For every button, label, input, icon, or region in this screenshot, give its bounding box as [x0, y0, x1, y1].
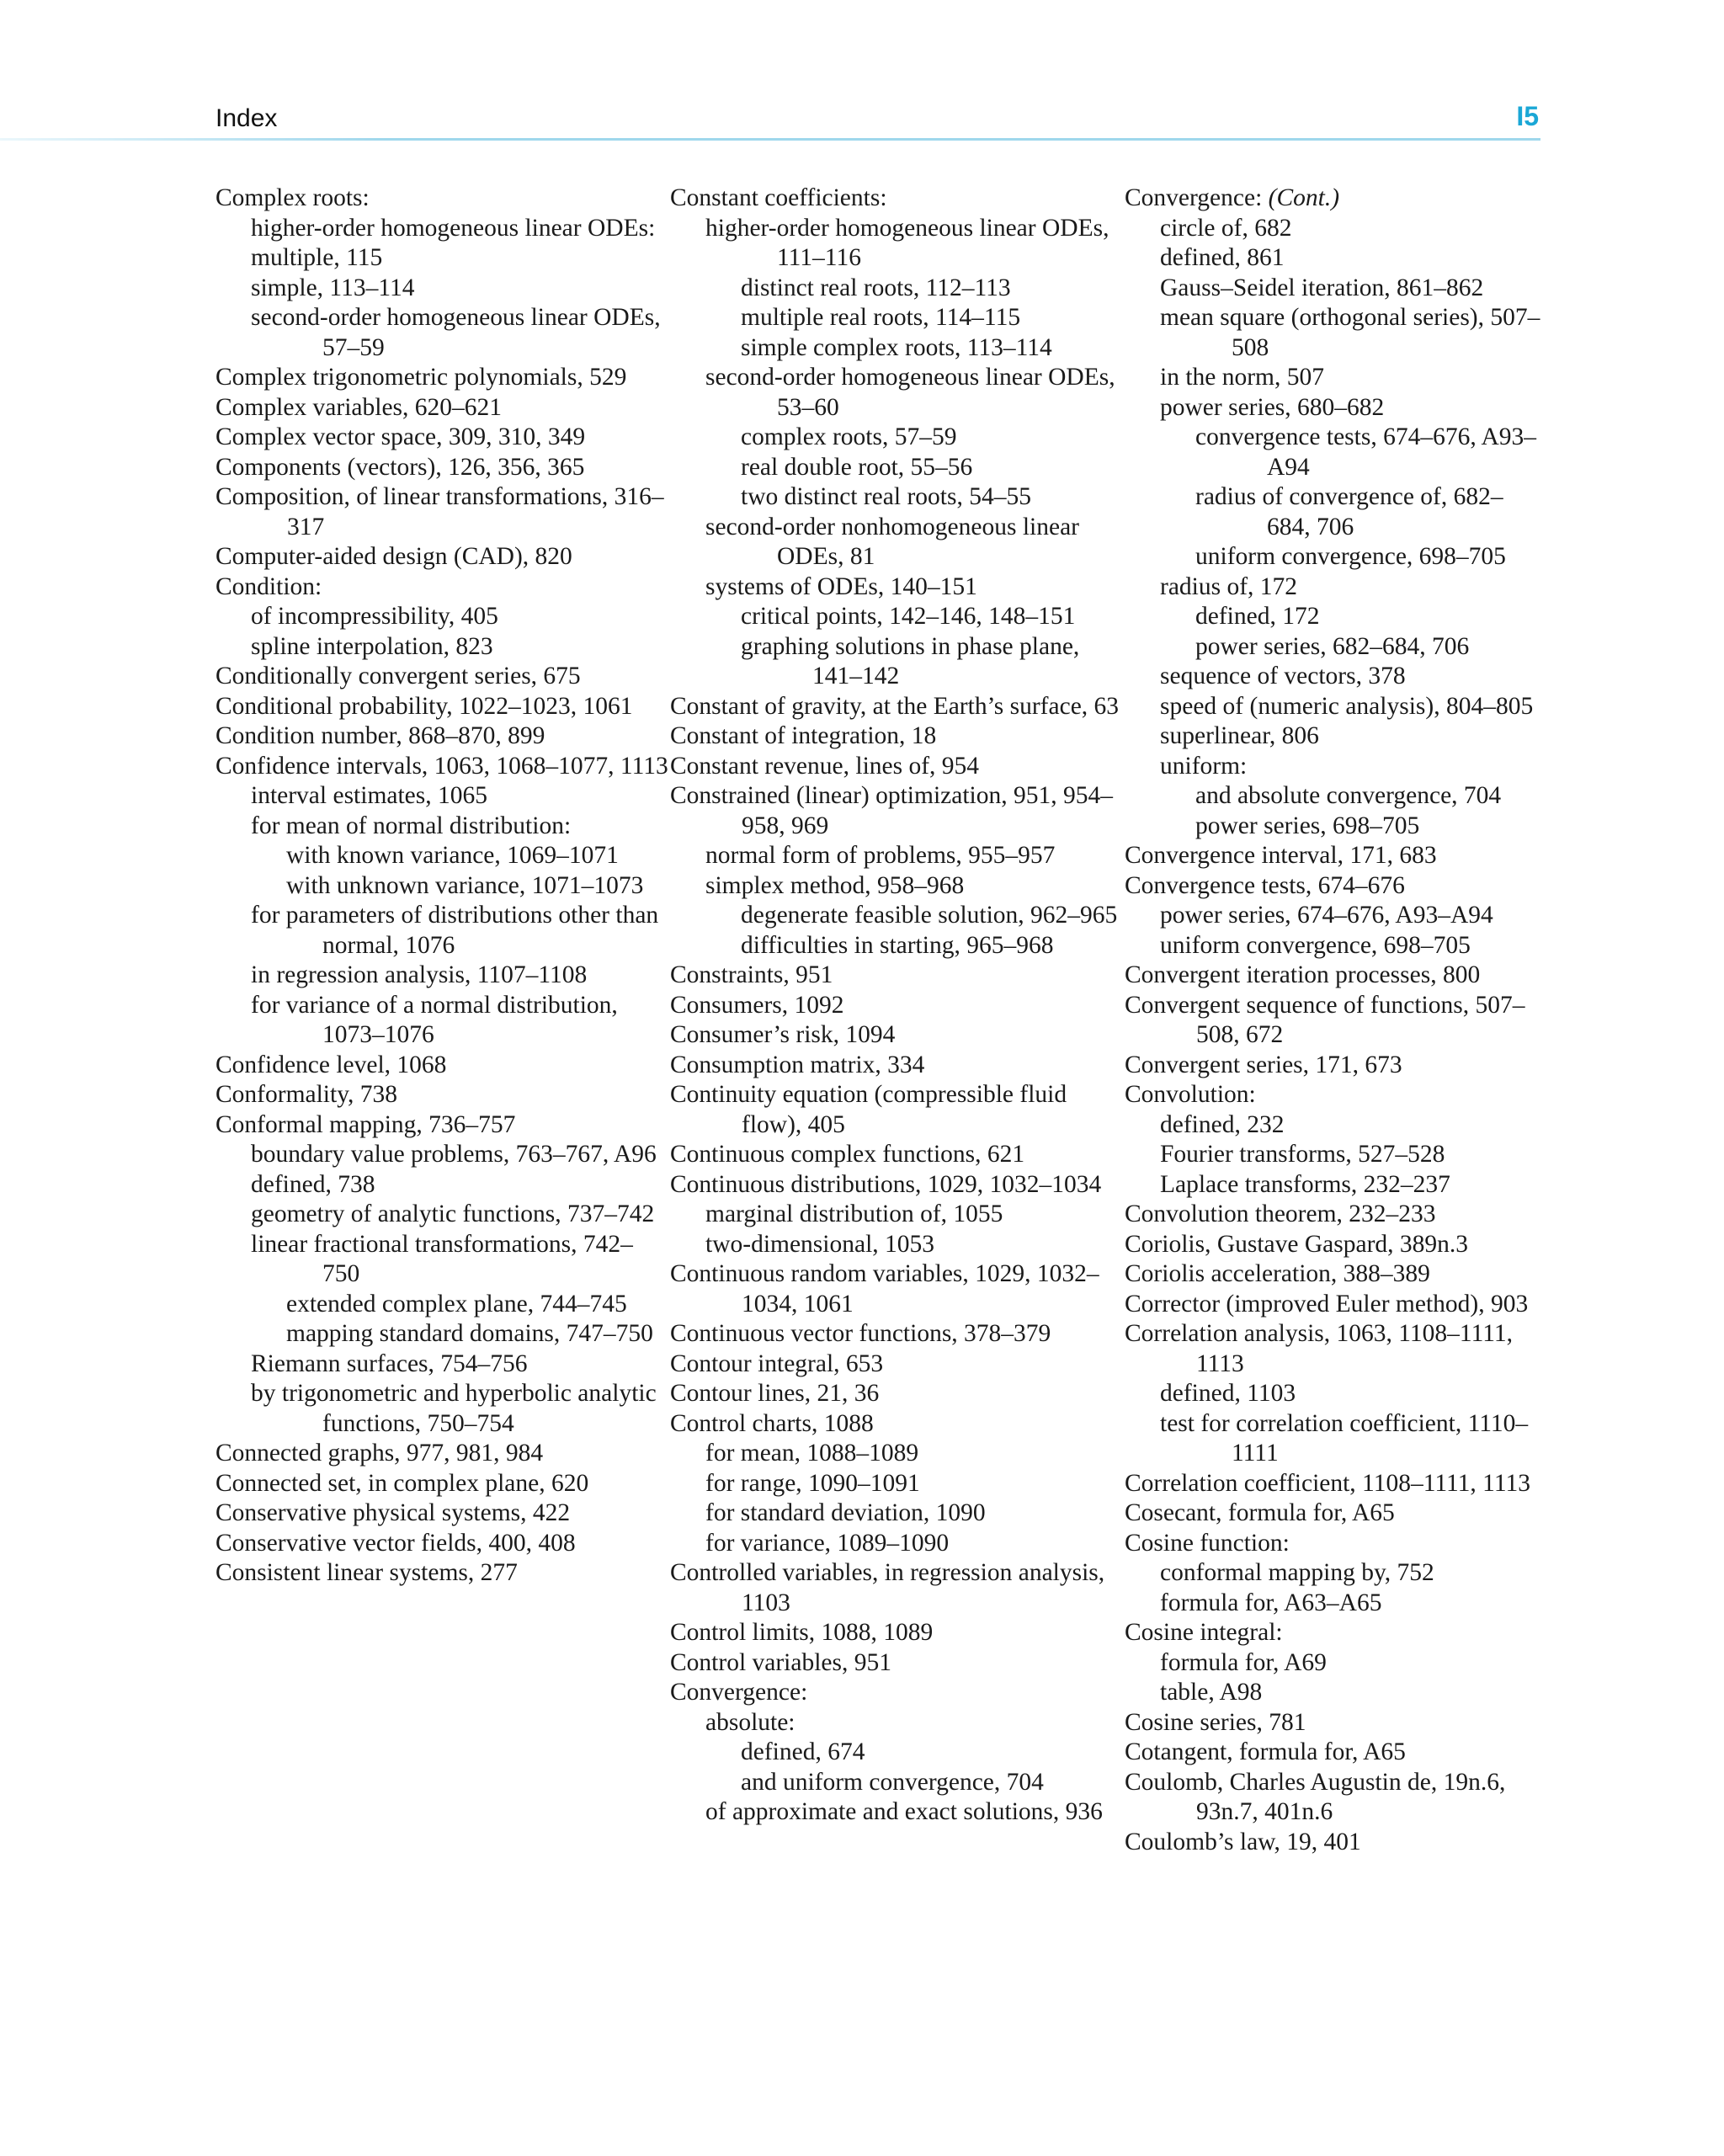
- index-entry-text: for range, 1090–1091: [705, 1469, 920, 1497]
- index-entry-text: Constant revenue, lines of, 954: [670, 752, 980, 780]
- index-entry: [670, 1080, 1125, 1140]
- index-entry-text: defined, 232: [1160, 1110, 1285, 1138]
- index-entry-text: Confidence level, 1068: [216, 1051, 447, 1078]
- index-entry-text: Convergence:: [670, 1679, 808, 1706]
- index-entry-text: speed of (numeric analysis), 804–805: [1160, 692, 1534, 720]
- index-subentry: [670, 303, 1125, 333]
- index-subentry: [216, 1170, 670, 1200]
- index-subentry: [1125, 482, 1546, 542]
- index-subentry: [670, 214, 1125, 274]
- index-entry-text: of incompressibility, 405: [251, 603, 498, 630]
- index-subentry: [216, 1290, 670, 1320]
- index-entry: [670, 692, 1125, 722]
- index-subentry: [670, 1768, 1125, 1798]
- index-entry-text: Consumer’s risk, 1094: [670, 1021, 896, 1048]
- index-entry-text: Constraints, 951: [670, 961, 833, 988]
- index-subentry: [670, 1529, 1125, 1559]
- index-entry: [670, 1051, 1125, 1081]
- index-entry-text: Components (vectors), 126, 356, 365: [216, 453, 585, 481]
- index-subentry: [1125, 1140, 1546, 1170]
- index-subentry: [670, 572, 1125, 603]
- index-entry: [216, 1499, 670, 1529]
- index-entry: [670, 1409, 1125, 1440]
- index-subentry: [216, 1379, 670, 1439]
- index-entry: [1125, 1290, 1546, 1320]
- index-entry-text: and uniform convergence, 704: [741, 1768, 1044, 1796]
- index-entry-text: defined, 674: [741, 1738, 865, 1765]
- index-entry-text: Control charts, 1088: [670, 1409, 874, 1437]
- index-subentry: [1125, 1589, 1546, 1619]
- index-subentry: [1125, 303, 1546, 363]
- index-entry-text: graphing solutions in phase plane, 141–142: [741, 632, 1080, 689]
- index-entry-text: Corrector (improved Euler method), 903: [1125, 1290, 1529, 1318]
- index-subentry: [670, 1439, 1125, 1469]
- index-subentry: [216, 274, 670, 304]
- index-entry-text: defined, 861: [1160, 244, 1285, 271]
- index-column-1: [216, 184, 670, 1589]
- index-entry-text: absolute:: [705, 1708, 795, 1736]
- index-entry-text: real double root, 55–56: [741, 453, 973, 481]
- index-entry: [670, 1379, 1125, 1409]
- index-column-2: [670, 184, 1125, 1828]
- index-entry: [670, 752, 1125, 782]
- index-entry: [1125, 871, 1546, 902]
- index-subentry: [670, 482, 1125, 513]
- index-subentry: [670, 1499, 1125, 1529]
- index-entry: [1125, 1529, 1546, 1559]
- index-entry-text: linear fractional transformations, 742–750: [251, 1230, 633, 1287]
- index-entry-text: simplex method, 958–968: [705, 871, 965, 899]
- index-entry: [1125, 961, 1546, 991]
- index-entry-text: boundary value problems, 763–767, A96: [251, 1141, 657, 1168]
- index-subentry: [1125, 692, 1546, 722]
- index-subentry: [670, 453, 1125, 483]
- index-entry: [1125, 1768, 1546, 1828]
- index-entry-text: mapping standard domains, 747–750: [286, 1320, 653, 1347]
- index-entry-text: Convolution:: [1125, 1081, 1256, 1108]
- index-entry-text: critical points, 142–146, 148–151: [741, 603, 1076, 630]
- index-entry-text: table, A98: [1160, 1679, 1263, 1706]
- index-entry-text: test for correlation coefficient, 1110–1111: [1160, 1409, 1529, 1467]
- index-entry: [216, 363, 670, 393]
- index-entry: [216, 692, 670, 722]
- index-subentry: [1125, 781, 1546, 812]
- index-entry: [216, 1469, 670, 1499]
- index-entry-text: Coulomb, Charles Augustin de, 19n.6, 93n.7, 401n.6: [1125, 1768, 1506, 1825]
- index-subentry: [1125, 721, 1546, 752]
- index-entry-text: formula for, A69: [1160, 1648, 1327, 1676]
- index-entry: [216, 1558, 670, 1589]
- index-entry-text: Conservative vector fields, 400, 408: [216, 1529, 576, 1557]
- index-entry: [670, 1140, 1125, 1170]
- index-entry-text: degenerate feasible solution, 962–965: [741, 902, 1118, 929]
- index-subentry: [216, 1230, 670, 1290]
- index-entry-text: complex roots, 57–59: [741, 423, 957, 450]
- index-entry-text: Consumption matrix, 334: [670, 1051, 925, 1078]
- index-entry-text: Contour integral, 653: [670, 1349, 884, 1377]
- index-entry-text: for standard deviation, 1090: [705, 1499, 986, 1526]
- index-entry-text: extended complex plane, 744–745: [286, 1290, 627, 1318]
- index-entry: [216, 1080, 670, 1110]
- index-entry-text: for mean of normal distribution:: [251, 812, 572, 839]
- index-subentry: [216, 901, 670, 961]
- index-subentry: [1125, 363, 1546, 393]
- index-entry-text: Convergent series, 171, 673: [1125, 1051, 1402, 1078]
- index-entry-text: formula for, A63–A65: [1160, 1589, 1382, 1616]
- index-subentry: [216, 961, 670, 991]
- index-entry-text: superlinear, 806: [1160, 722, 1319, 749]
- index-entry-text: Conditionally convergent series, 675: [216, 663, 581, 689]
- index-entry-text: Laplace transforms, 232–237: [1160, 1170, 1450, 1198]
- index-entry: [1125, 1469, 1546, 1499]
- index-subentry: [216, 841, 670, 871]
- index-entry-text: Conformal mapping, 736–757: [216, 1110, 516, 1138]
- index-subentry: [670, 1200, 1125, 1230]
- index-entry-text: simple complex roots, 113–114: [741, 333, 1052, 361]
- index-subentry: [670, 1738, 1125, 1768]
- index-entry-text: marginal distribution of, 1055: [705, 1200, 1003, 1227]
- index-entry-text: second-order nonhomogeneous linear ODEs, 81: [705, 513, 1079, 570]
- index-entry-text: Complex roots:: [216, 184, 370, 211]
- index-entry-text: mean square (orthogonal series), 507–508: [1160, 304, 1540, 361]
- index-entry: [670, 1259, 1125, 1319]
- index-subentry: [1125, 572, 1546, 603]
- index-entry: [1125, 1708, 1546, 1738]
- index-subentry: [1125, 1170, 1546, 1200]
- index-entry-text: Condition:: [216, 572, 322, 600]
- index-entry: [1125, 1828, 1546, 1858]
- index-entry-text: Control limits, 1088, 1089: [670, 1619, 934, 1646]
- index-entry: [670, 1558, 1125, 1618]
- index-entry-text: normal form of problems, 955–957: [705, 842, 1056, 869]
- index-entry: [216, 752, 670, 782]
- continued-marker: (Cont.): [1268, 184, 1340, 211]
- index-entry-text: with known variance, 1069–1071: [286, 842, 619, 869]
- index-entry-text: second-order homogeneous linear ODEs, 53–60: [705, 364, 1115, 421]
- index-subentry: [670, 423, 1125, 453]
- index-entry-text: for mean, 1088–1089: [705, 1440, 919, 1467]
- index-subentry: [216, 1319, 670, 1349]
- index-entry-text: convergence tests, 674–676, A93–A94: [1195, 423, 1537, 481]
- index-subentry: [1125, 274, 1546, 304]
- index-subentry: [670, 871, 1125, 902]
- index-entry-text: multiple, 115: [251, 244, 383, 271]
- index-entry: [216, 542, 670, 572]
- index-entry: [1125, 1499, 1546, 1529]
- index-subentry: [1125, 901, 1546, 931]
- index-entry-text: Condition number, 868–870, 899: [216, 722, 545, 749]
- index-subentry: [1125, 1648, 1546, 1679]
- index-subentry: [216, 812, 670, 842]
- index-entry-text: Convergent sequence of functions, 507–508, 672: [1125, 991, 1525, 1048]
- index-entry-text: higher-order homogeneous linear ODEs, 111–116: [705, 214, 1109, 271]
- index-entry-text: Fourier transforms, 527–528: [1160, 1141, 1445, 1168]
- index-entry-text: Correlation analysis, 1063, 1108–1111, 1113: [1125, 1320, 1514, 1377]
- index-subentry: [216, 1200, 670, 1230]
- index-entry: [1125, 841, 1546, 871]
- index-entry-text: second-order homogeneous linear ODEs, 57–59: [251, 304, 661, 361]
- index-subentry: [1125, 423, 1546, 482]
- index-entry-text: Continuous vector functions, 378–379: [670, 1320, 1051, 1347]
- index-entry: [216, 184, 670, 214]
- index-entry-text: for parameters of distributions other than normal, 1076: [251, 902, 659, 959]
- index-entry-text: Correlation coefficient, 1108–1111, 1113: [1125, 1469, 1530, 1497]
- index-entry-text: Constrained (linear) optimization, 951, 954–958, 969: [670, 782, 1113, 839]
- index-subentry: [216, 871, 670, 902]
- index-entry-text: circle of, 682: [1160, 214, 1292, 242]
- index-entry-text: spline interpolation, 823: [251, 632, 493, 660]
- index-entry-text: uniform:: [1160, 752, 1248, 780]
- index-entry-text: Complex variables, 620–621: [216, 393, 503, 421]
- index-entry-text: Contour lines, 21, 36: [670, 1380, 880, 1407]
- index-entry-text: Convergence:: [1125, 184, 1269, 211]
- index-entry-text: Constant coefficients:: [670, 184, 887, 211]
- index-entry: [216, 572, 670, 603]
- index-subentry: [670, 274, 1125, 304]
- index-entry-text: multiple real roots, 114–115: [741, 304, 1021, 331]
- index-subentry: [1125, 243, 1546, 274]
- index-entry-text: Composition, of linear transformations, 316–317: [216, 483, 664, 540]
- index-subentry: [216, 1140, 670, 1170]
- index-subentry: [216, 1349, 670, 1380]
- index-entry-text: interval estimates, 1065: [251, 782, 487, 809]
- index-subentry: [1125, 1558, 1546, 1589]
- index-entry-text: Continuous complex functions, 621: [670, 1141, 1025, 1168]
- index-subentry: [670, 513, 1125, 572]
- index-subentry: [670, 1708, 1125, 1738]
- index-subentry: [670, 602, 1125, 632]
- index-entry-text: and absolute convergence, 704: [1195, 782, 1502, 809]
- index-entry-text: higher-order homogeneous linear ODEs:: [251, 214, 656, 242]
- index-entry: [1125, 1738, 1546, 1768]
- index-subentry: [670, 1469, 1125, 1499]
- index-entry: [670, 1678, 1125, 1708]
- index-entry: [216, 393, 670, 423]
- index-entry: [1125, 991, 1546, 1051]
- index-entry-text: Cotangent, formula for, A65: [1125, 1738, 1406, 1765]
- index-entry-text: two distinct real roots, 54–55: [741, 483, 1031, 510]
- index-subentry: [670, 333, 1125, 364]
- index-entry-text: power series, 680–682: [1160, 393, 1385, 421]
- header-rule: [0, 138, 1540, 141]
- index-entry-text: Continuous random variables, 1029, 1032–1034, 1061: [670, 1260, 1099, 1318]
- index-entry: [670, 1319, 1125, 1349]
- index-subentry: [216, 781, 670, 812]
- index-entry-text: defined, 1103: [1160, 1380, 1296, 1407]
- index-subentry: [216, 214, 670, 244]
- index-subentry: [1125, 931, 1546, 961]
- index-entry-text: Coriolis acceleration, 388–389: [1125, 1260, 1430, 1287]
- index-column-3: [1125, 184, 1546, 1857]
- index-subentry: [1125, 1409, 1546, 1469]
- index-entry: [1125, 1259, 1546, 1290]
- index-entry-text: Gauss–Seidel iteration, 861–862: [1160, 274, 1484, 301]
- index-subentry: [670, 931, 1125, 961]
- index-entry: [670, 1349, 1125, 1380]
- index-subentry: [1125, 1678, 1546, 1708]
- index-entry-text: Consumers, 1092: [670, 991, 844, 1019]
- index-entry-text: with unknown variance, 1071–1073: [286, 871, 644, 899]
- index-entry-text: Complex vector space, 309, 310, 349: [216, 423, 586, 450]
- index-entry-text: Cosecant, formula for, A65: [1125, 1499, 1395, 1526]
- index-subentry: [1125, 1110, 1546, 1141]
- index-entry: [216, 1439, 670, 1469]
- index-entry: [1125, 1080, 1546, 1110]
- index-entry-text: Continuous distributions, 1029, 1032–1034: [670, 1170, 1102, 1198]
- index-entry-text: uniform convergence, 698–705: [1160, 931, 1471, 959]
- index-entry-text: Coriolis, Gustave Gaspard, 389n.3: [1125, 1230, 1469, 1258]
- index-entry-text: systems of ODEs, 140–151: [705, 572, 977, 600]
- index-entry: [216, 721, 670, 752]
- page-header: [0, 0, 1724, 152]
- index-entry-text: Complex trigonometric polynomials, 529: [216, 364, 627, 391]
- index-entry-text: two-dimensional, 1053: [705, 1230, 935, 1258]
- index-subentry: [216, 243, 670, 274]
- index-entry-text: by trigonometric and hyperbolic analytic functions, 750–754: [251, 1380, 657, 1437]
- index-entry: [1125, 1051, 1546, 1081]
- index-entry-text: Cosine integral:: [1125, 1619, 1283, 1646]
- index-subentry: [216, 632, 670, 663]
- index-entry-text: sequence of vectors, 378: [1160, 663, 1406, 689]
- index-entry: [216, 482, 670, 542]
- index-entry: [670, 1618, 1125, 1648]
- index-entry-text: defined, 738: [251, 1170, 375, 1198]
- index-subentry: [1125, 662, 1546, 692]
- index-entry: [670, 1020, 1125, 1051]
- index-entry-text: Cosine function:: [1125, 1529, 1290, 1557]
- index-entry-text: Controlled variables, in regression analysis, 1103: [670, 1559, 1105, 1616]
- running-head: Index: [216, 104, 278, 132]
- index-entry: [670, 721, 1125, 752]
- index-entry-text: Conditional probability, 1022–1023, 1061: [216, 692, 633, 720]
- index-entry-text: in the norm, 507: [1160, 364, 1325, 391]
- page-number: I5: [1516, 101, 1539, 131]
- index-entry-text: Confidence intervals, 1063, 1068–1077, 1113: [216, 752, 668, 780]
- index-subentry: [1125, 602, 1546, 632]
- index-entry-text: of approximate and exact solutions, 936: [705, 1798, 1103, 1825]
- index-entry: [1125, 1200, 1546, 1230]
- index-entry-text: Connected graphs, 977, 981, 984: [216, 1440, 544, 1467]
- index-entry: [1125, 1230, 1546, 1260]
- index-subentry: [1125, 1379, 1546, 1409]
- index-entry: [670, 1170, 1125, 1200]
- index-entry-text: conformal mapping by, 752: [1160, 1559, 1434, 1586]
- index-entry-text: in regression analysis, 1107–1108: [251, 961, 588, 988]
- index-entry-text: power series, 698–705: [1195, 812, 1420, 839]
- index-subentry: [1125, 214, 1546, 244]
- index-entry-text: for variance of a normal distribution, 1073–1076: [251, 991, 618, 1048]
- index-entry: [670, 781, 1125, 841]
- index-entry: [670, 184, 1125, 214]
- index-entry: [670, 1648, 1125, 1679]
- index-entry-text: distinct real roots, 112–113: [741, 274, 1011, 301]
- index-subentry: [1125, 542, 1546, 572]
- index-subentry: [670, 1230, 1125, 1260]
- index-entry: [670, 961, 1125, 991]
- index-entry-text: radius of convergence of, 682–684, 706: [1195, 483, 1503, 540]
- index-entry: [216, 1529, 670, 1559]
- index-entry-text: Conservative physical systems, 422: [216, 1499, 571, 1526]
- index-subentry: [1125, 393, 1546, 423]
- index-entry-text: radius of, 172: [1160, 572, 1298, 600]
- index-subentry: [216, 602, 670, 632]
- index-entry-text: Continuity equation (compressible fluid flow), 405: [670, 1081, 1067, 1138]
- index-entry-text: Coulomb’s law, 19, 401: [1125, 1828, 1361, 1855]
- index-subentry: [670, 363, 1125, 423]
- index-entry-text: Conformality, 738: [216, 1081, 398, 1108]
- index-entry-text: Consistent linear systems, 277: [216, 1559, 518, 1586]
- index-entry: [670, 991, 1125, 1021]
- index-entry: [1125, 1618, 1546, 1648]
- index-subentry: [670, 901, 1125, 931]
- index-entry: [216, 1051, 670, 1081]
- index-entry: [1125, 1319, 1546, 1379]
- index-entry-text: geometry of analytic functions, 737–742: [251, 1200, 655, 1227]
- index-entry-text: Convergence tests, 674–676: [1125, 871, 1405, 899]
- index-entry-text: Riemann surfaces, 754–756: [251, 1349, 528, 1377]
- index-subentry: [1125, 752, 1546, 782]
- index-entry-text: Computer-aided design (CAD), 820: [216, 543, 572, 570]
- index-subentry: [670, 841, 1125, 871]
- index-entry-text: Convergence interval, 171, 683: [1125, 842, 1437, 869]
- index-subentry: [216, 991, 670, 1051]
- index-entry: [216, 453, 670, 483]
- index-entry-text: uniform convergence, 698–705: [1195, 543, 1506, 570]
- index-entry-text: Connected set, in complex plane, 620: [216, 1469, 589, 1497]
- index-entry: [216, 423, 670, 453]
- index-entry-text: Convergent iteration processes, 800: [1125, 961, 1481, 988]
- index-entry: [216, 662, 670, 692]
- index-entry: [1125, 184, 1546, 214]
- index-subentry: [1125, 632, 1546, 663]
- index-entry-text: for variance, 1089–1090: [705, 1529, 950, 1557]
- index-entry-text: Constant of gravity, at the Earth’s surface, 63: [670, 692, 1120, 720]
- index-subentry: [216, 303, 670, 363]
- index-entry-text: simple, 113–114: [251, 274, 415, 301]
- index-subentry: [1125, 812, 1546, 842]
- index-entry-text: power series, 682–684, 706: [1195, 632, 1470, 660]
- index-entry-text: defined, 172: [1195, 603, 1320, 630]
- index-entry-text: Control variables, 951: [670, 1648, 891, 1676]
- index-entry-text: power series, 674–676, A93–A94: [1160, 902, 1493, 929]
- index-subentry: [670, 1797, 1125, 1828]
- index-entry: [216, 1110, 670, 1141]
- index-entry-text: Cosine series, 781: [1125, 1708, 1306, 1736]
- index-entry-text: difficulties in starting, 965–968: [741, 931, 1054, 959]
- index-entry-text: Convolution theorem, 232–233: [1125, 1200, 1436, 1227]
- index-entry-text: Constant of integration, 18: [670, 722, 937, 749]
- index-subentry: [670, 632, 1125, 692]
